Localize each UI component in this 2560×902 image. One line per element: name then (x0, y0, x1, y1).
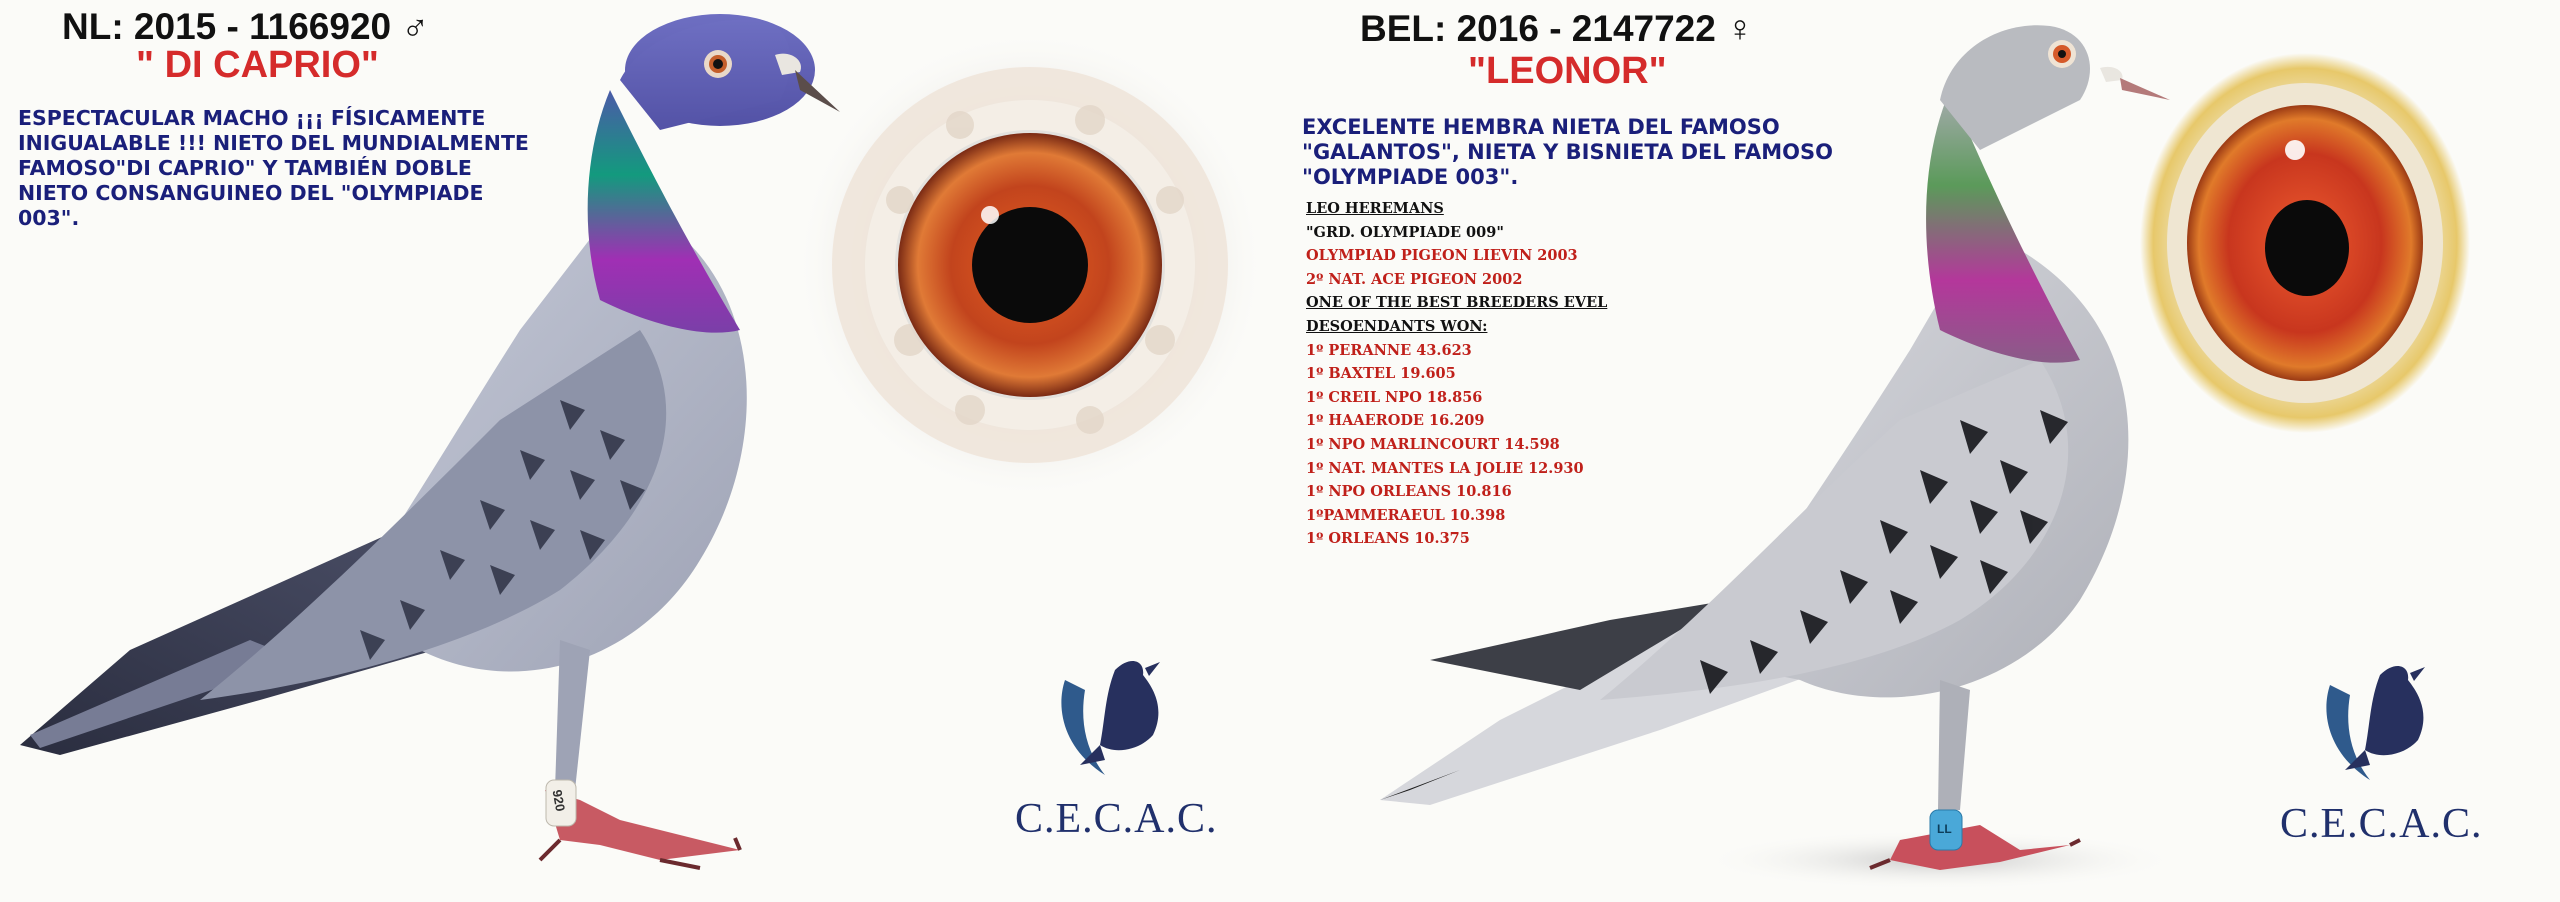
cecac-dove-logo (2310, 655, 2440, 805)
right-bird-name: "LEONOR" (1468, 50, 1667, 92)
left-band-label: 920 (549, 788, 569, 813)
right-description-line: "GALANTOS", NIETA Y BISNIETA DEL FAMOSO (1302, 140, 1833, 164)
results-item: 1ºPAMMERAEUL 10.398 (1306, 506, 1506, 524)
results-item: DESOENDANTS WON: (1306, 317, 1488, 335)
left-description-line: 003". (18, 206, 80, 230)
left-logo-text: C.E.C.A.C. (1015, 796, 1218, 842)
results-item: "GRD. OLYMPIADE 009" (1306, 223, 1504, 241)
left-description-line: NIETO CONSANGUINEO DEL "OLYMPIADE (18, 181, 484, 205)
right-logo-text: C.E.C.A.C. (2280, 801, 2483, 847)
cecac-dove-logo (1045, 650, 1175, 800)
right-description-line: "OLYMPIADE 003". (1302, 165, 1519, 189)
eye-female-photo (2135, 48, 2475, 448)
results-item: OLYMPIAD PIGEON LIEVIN 2003 (1306, 247, 1578, 265)
right-ring-number: BEL: 2016 - 2147722 ♀ (1360, 8, 1754, 49)
results-item: 1º NPO ORLEANS 10.816 (1306, 483, 1512, 501)
results-item: 1º ORLEANS 10.375 (1306, 530, 1470, 548)
left-description-line: INIGUALABLE !!! NIETO DEL MUNDIALMENTE (18, 131, 529, 155)
right-description-line: EXCELENTE HEMBRA NIETA DEL FAMOSO (1302, 115, 1780, 139)
results-item: 1º NPO MARLINCOURT 14.598 (1306, 435, 1560, 453)
left-description-line: FAMOSO"DI CAPRIO" Y TAMBIÉN DOBLE (18, 156, 472, 180)
results-item: ONE OF THE BEST BREEDERS EVEL (1306, 294, 1608, 312)
left-ring-number: NL: 2015 - 1166920 ♂ (62, 6, 430, 47)
results-item: 1º NAT. MANTES LA JOLIE 12.930 (1306, 459, 1584, 477)
right-pigeon-panel (1280, 0, 2560, 902)
results-item: 2º NAT. ACE PIGEON 2002 (1306, 270, 1523, 288)
results-item: 1º PERANNE 43.623 (1306, 341, 1472, 359)
eye-male-photo (790, 40, 1280, 500)
left-description-line: ESPECTACULAR MACHO ¡¡¡ FÍSICAMENTE (18, 106, 486, 130)
results-item: 1º HAAERODE 16.209 (1306, 412, 1485, 430)
results-item: 1º BAXTEL 19.605 (1306, 365, 1456, 383)
results-item: LEO HEREMANS (1306, 200, 1444, 217)
results-item: 1º CREIL NPO 18.856 (1306, 388, 1483, 406)
right-band-label: LL (1937, 822, 1952, 836)
left-bird-name: " DI CAPRIO" (136, 44, 379, 86)
